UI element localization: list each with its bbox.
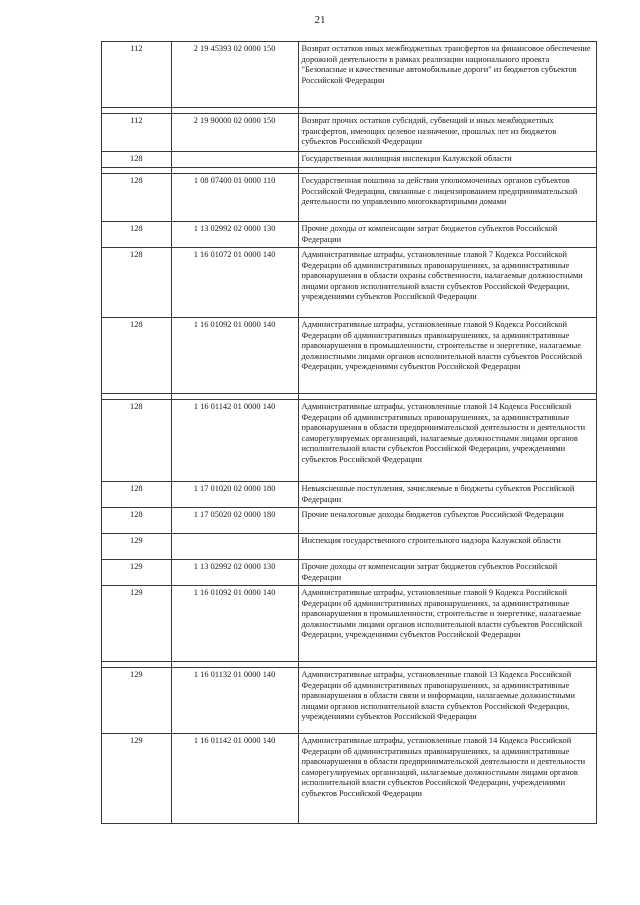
admin-code-cell: 129 — [102, 734, 172, 824]
revenue-name-cell: Государственная пошлина за действия уполномоченных органов субъектов Российской Федерации, связанные с лицензированием предпринимательской деятельности по управлению многоквартирными домами — [298, 174, 596, 222]
kbk-code-cell: 2 19 90000 02 0000 150 — [171, 114, 298, 152]
table-row — [102, 318, 597, 394]
table-row — [102, 482, 597, 508]
table-row — [102, 668, 597, 734]
table-row — [102, 534, 597, 560]
table-body — [102, 42, 597, 824]
kbk-code-cell: 1 16 01142 01 0000 140 — [171, 734, 298, 824]
revenue-name-cell: Прочие неналоговые доходы бюджетов субъектов Российской Федерации — [298, 508, 596, 534]
admin-code-cell: 128 — [102, 174, 172, 222]
table-row — [102, 42, 597, 108]
admin-code-cell: 112 — [102, 42, 172, 108]
admin-code-cell: 128 — [102, 482, 172, 508]
revenue-name-cell: Невыясненные поступления, зачисляемые в бюджеты субъектов Российской Федерации — [298, 482, 596, 508]
kbk-code-cell — [171, 152, 298, 168]
admin-code-cell: 129 — [102, 534, 172, 560]
table-row — [102, 734, 597, 824]
kbk-code-cell: 1 17 05020 02 0000 180 — [171, 508, 298, 534]
table-row — [102, 174, 597, 222]
admin-code-cell: 128 — [102, 222, 172, 248]
revenue-name-cell: Административные штрафы, установленные главой 9 Кодекса Российской Федерации об административных правонарушениях, за административные правонарушения в промышленности, строительстве и энергетике, налагаемые должностными лицами органов исполнительной власти субъектов Российской Федерации, учреждениями субъектов Российской Федерации — [298, 318, 596, 394]
table-row — [102, 222, 597, 248]
table-row — [102, 508, 597, 534]
table-row — [102, 114, 597, 152]
kbk-code-cell: 1 16 01142 01 0000 140 — [171, 400, 298, 482]
revenue-codes-table — [101, 41, 597, 824]
revenue-name-cell: Прочие доходы от компенсации затрат бюджетов субъектов Российской Федерации — [298, 222, 596, 248]
kbk-code-cell: 1 13 02992 02 0000 130 — [171, 222, 298, 248]
admin-code-cell: 128 — [102, 248, 172, 318]
revenue-name-cell: Административные штрафы, установленные главой 14 Кодекса Российской Федерации об административных правонарушениях, за административные правонарушения в области предпринимательской деятельности и деятельности саморегулируемых организаций, налагаемые должностными лицами органов исполнительной власти субъектов Российской Федерации, учреждениями субъектов Российской Федерации — [298, 734, 596, 824]
revenue-name-cell: Государственная жилищная инспекция Калужской области — [298, 152, 596, 168]
revenue-name-cell: Административные штрафы, установленные главой 9 Кодекса Российской Федерации об административных правонарушениях, за административные правонарушения в промышленности, строительстве и энергетике, налагаемые должностными лицами органов исполнительной власти субъектов Российской Федерации, учреждениями субъектов Российской Федерации — [298, 586, 596, 662]
page-number: 21 — [314, 14, 326, 26]
revenue-name-cell: Возврат остатков иных межбюджетных трансфертов на финансовое обеспечение дорожной деятельности в рамках реализации национального проекта "Безопасные и качественные автомобильные дороги" из бюджетов субъектов Российской Федерации — [298, 42, 596, 108]
kbk-code-cell: 1 08 07400 01 0000 110 — [171, 174, 298, 222]
admin-code-cell: 129 — [102, 560, 172, 586]
admin-code-cell: 129 — [102, 586, 172, 662]
kbk-code-cell: 1 16 01092 01 0000 140 — [171, 586, 298, 662]
table-row — [102, 560, 597, 586]
admin-code-cell: 112 — [102, 114, 172, 152]
admin-code-cell: 128 — [102, 318, 172, 394]
kbk-code-cell: 1 17 01020 02 0000 180 — [171, 482, 298, 508]
kbk-code-cell: 2 19 45393 02 0000 150 — [171, 42, 298, 108]
revenue-name-cell: Административные штрафы, установленные главой 7 Кодекса Российской Федерации об административных правонарушениях, за административные правонарушения в области охраны собственности, налагаемые должностными лицами органов исполнительной власти субъектов Российской Федерации, учреждениями субъектов Российской Федерации — [298, 248, 596, 318]
revenue-name-cell: Возврат прочих остатков субсидий, субвенций и иных межбюджетных трансфертов, имеющих целевое назначение, прошлых лет из бюджетов субъектов Российской Федерации — [298, 114, 596, 152]
admin-code-cell: 128 — [102, 400, 172, 482]
table-row — [102, 586, 597, 662]
admin-code-cell: 128 — [102, 508, 172, 534]
table-row — [102, 400, 597, 482]
table-row — [102, 152, 597, 168]
kbk-code-cell — [171, 534, 298, 560]
kbk-code-cell: 1 13 02992 02 0000 130 — [171, 560, 298, 586]
revenue-name-cell: Инспекция государственного строительного надзора Калужской области — [298, 534, 596, 560]
table-row — [102, 248, 597, 318]
kbk-code-cell: 1 16 01092 01 0000 140 — [171, 318, 298, 394]
revenue-name-cell: Административные штрафы, установленные главой 13 Кодекса Российской Федерации об административных правонарушениях, за административные правонарушения в области связи и информации, налагаемые должностными лицами органов исполнительной власти субъектов Российской Федерации, учреждениями субъектов Российской Федерации — [298, 668, 596, 734]
admin-code-cell: 128 — [102, 152, 172, 168]
revenue-name-cell: Прочие доходы от компенсации затрат бюджетов субъектов Российской Федерации — [298, 560, 596, 586]
kbk-code-cell: 1 16 01072 01 0000 140 — [171, 248, 298, 318]
revenue-name-cell: Административные штрафы, установленные главой 14 Кодекса Российской Федерации об административных правонарушениях, за административные правонарушения в области предпринимательской деятельности и деятельности саморегулируемых организаций, налагаемые должностными лицами органов исполнительной власти субъектов Российской Федерации, учреждениями субъектов Российской Федерации — [298, 400, 596, 482]
admin-code-cell: 129 — [102, 668, 172, 734]
kbk-code-cell: 1 16 01132 01 0000 140 — [171, 668, 298, 734]
